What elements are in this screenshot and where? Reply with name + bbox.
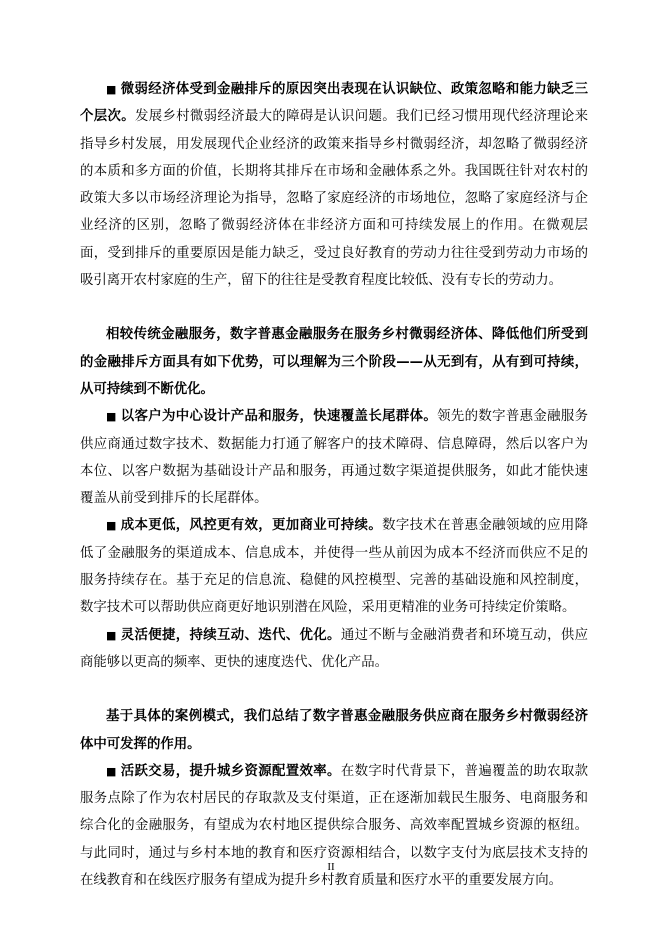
- paragraph-flexible: [80, 622, 588, 677]
- paragraph-lead: 相较传统金融服务，数字普惠金融服务在服务乡村微弱经济体、降低他们所受到的金融排斥方面具有如下优势，可以理解为三个阶段——从无到有，从有到可持续，从可持续到不断优化。: [80, 327, 588, 397]
- paragraph-body: 发展乡村微弱经济最大的障碍是认识问题。我们已经习惯用现代经济理论来指导乡村发展，用发展现代企业经济的政策来指导乡村微弱经济，却忽略了微弱经济的本质和多方面的价值，长期将其排斥在市场和金融体系之外。我国既往针对农村的政策大多以市场经济理论为指导，忽略了家庭经济的市场地位，忽略了家庭经济与企业经济的区别，忽略了微弱经济体在非经济方面和可持续发展上的作用。在微观层面，受到排斥的重要原因是能力缺乏，受过良好教育的劳动力往往受到劳动力市场的吸引离开农村家庭的生产，留下的往往是受教育程度比较低、没有专长的劳动力。: [80, 109, 589, 289]
- paragraph-body: 在数字时代背景下，普遍覆盖的助农取款服务点除了作为农村居民的存取款及支付渠道，正在逐渐加载民生服务、电商服务和综合化的金融服务，有望成为农村地区提供综合服务、高效率配置城乡资源的枢纽。与此同时，通过与乡村本地的教育和医疗资源相结合，以数字支付为底层技术支持的在线教育和在线医疗服务有望成为提升乡村教育质量和医疗水平的重要发展方向。: [80, 763, 588, 889]
- paragraph-lead: 微弱经济体受到金融排斥的原因突出表现在认识缺位、政策忽略和能力缺乏三个层次。: [80, 82, 588, 125]
- paragraph-advantages-intro: [80, 321, 588, 403]
- bullet-square-icon: ■: [106, 83, 117, 96]
- paragraph-customer-centric: [80, 403, 588, 512]
- paragraph-lead: 成本更低，风控更有效，更加商业可持续。: [120, 518, 383, 534]
- paragraph-body: 数字技术在普惠金融领域的应用降低了金融服务的渠道成本、信息成本，并使得一些从前因为成本不经济而供应不足的服务持续存在。基于充足的信息流、稳健的风控模型、完善的基础设施和风控制度，数字技术可以帮助供应商更好地识别潜在风险，采用更精准的业务可持续定价策略。: [80, 518, 589, 616]
- page-number: II: [327, 861, 335, 873]
- paragraph-roles-intro: [80, 703, 588, 758]
- bullet-square-icon: ■: [106, 764, 117, 778]
- bullet-square-icon: ■: [106, 410, 117, 424]
- paragraph-lead: 基于具体的案例模式，我们总结了数字普惠金融服务供应商在服务乡村微弱经济体中可发挥的作用。: [80, 709, 588, 752]
- paragraph-lead: 以客户为中心设计产品和服务，快速覆盖长尾群体。: [120, 409, 438, 425]
- paragraph-financial-exclusion-causes: [80, 76, 588, 294]
- bullet-square-icon: ■: [106, 519, 117, 533]
- paragraph-body: 通过不断与金融消费者和环境互动，供应商能够以更高的频率、更快的速度迭代、优化产品。: [80, 627, 588, 670]
- paragraph-lower-cost: [80, 512, 588, 621]
- paragraph-lead: 灵活便捷，持续互动、迭代、优化。: [120, 627, 341, 643]
- paragraph-body: 领先的数字普惠金融服务供应商通过数字技术、数据能力打通了解客户的技术障碍、信息障碍，然后以客户为本位、以客户数据为基础设计产品和服务，再通过数字渠道提供服务，如此才能快速覆盖从前受到排斥的长尾群体。: [80, 409, 588, 507]
- bullet-square-icon: ■: [106, 628, 117, 642]
- paragraph-lead: 活跃交易，提升城乡资源配置效率。: [120, 763, 341, 779]
